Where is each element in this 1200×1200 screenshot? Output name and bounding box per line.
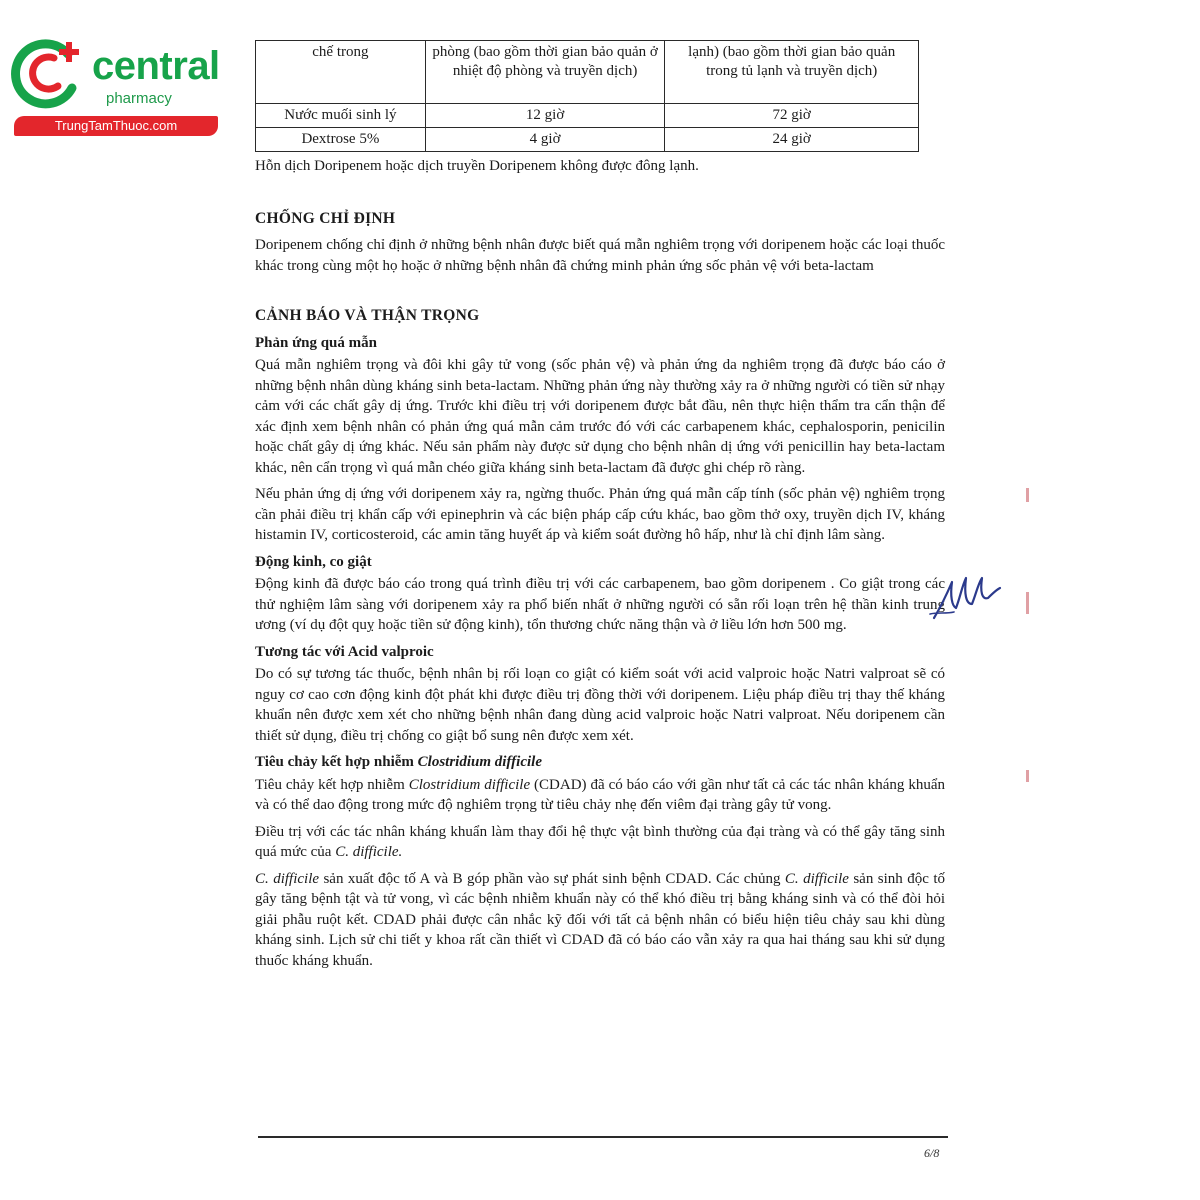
cdad-p2-organism: C. difficile.: [335, 844, 403, 860]
logo-subtitle: pharmacy: [106, 90, 172, 107]
table-cell: 24 giờ: [665, 128, 919, 152]
hypersensitivity-title: Phản ứng quá mẫn: [255, 334, 377, 351]
cdad-title: [255, 752, 945, 773]
cdad-paragraph-2: [255, 822, 945, 863]
footer-divider: [258, 1136, 948, 1138]
table-row: [256, 128, 919, 152]
cdad-p1-text-b: (CDAD) đã có báo cáo với gần như tất cả các tác nhân kháng khuẩn và có thể dao động trong mức độ nghiêm trọng từ tiêu chảy nhẹ đến viêm đại tràng gây tử vong.: [255, 776, 945, 813]
table-cell: Dextrose 5%: [256, 128, 426, 152]
table-cell: 72 giờ: [665, 104, 919, 128]
warnings-heading: CẢNH BÁO VÀ THẬN TRỌNG: [255, 307, 480, 324]
scan-edge-mark: [1026, 592, 1029, 614]
cdad-p2-text: Điều trị với các tác nhân kháng khuẩn làm thay đổi hệ thực vật bình thường của đại tràng và có thể gây tăng sinh quá mức của: [255, 823, 945, 860]
table-row: [256, 41, 919, 104]
document-page: [255, 40, 945, 977]
cdad-p3-organism-2: C. difficile: [784, 870, 849, 887]
table-cell: Nước muối sinh lý: [256, 104, 426, 128]
cdad-p1-text-a: Tiêu chảy kết hợp nhiễm: [255, 776, 409, 793]
contraindication-heading: CHỐNG CHỈ ĐỊNH: [255, 209, 396, 227]
table-cell: lạnh) (bao gồm thời gian bảo quản trong tủ lạnh và truyền dịch): [665, 41, 919, 104]
cdad-p3-organism-1: C. difficile: [255, 870, 320, 887]
freezing-note: Hỗn dịch Doripenem hoặc dịch truyền Doripenem không được đông lạnh.: [255, 158, 699, 174]
table-cell: 4 giờ: [425, 128, 665, 152]
cdad-title-text: Tiêu chảy kết hợp nhiễm: [255, 754, 418, 770]
logo-name: central: [92, 44, 220, 88]
table-cell: chế trong: [256, 41, 426, 104]
page-number: 6/8: [924, 1146, 940, 1160]
cdad-p3-text-a: sản xuất độc tố A và B góp phần vào sự phát sinh bệnh CDAD. Các chủng: [319, 870, 785, 887]
scan-edge-mark: [1026, 488, 1029, 502]
table-cell: phòng (bao gồm thời gian bảo quản ở nhiệt độ phòng và truyền dịch): [425, 41, 665, 104]
central-pharmacy-logo-icon: [10, 36, 88, 114]
cdad-p3-text-b: sản sinh độc tố gây tăng bệnh tật và tử vong, vì các bệnh nhiễm khuẩn này có thể khó điều trị bằng kháng sinh và có thể đòi hỏi giải phẫu ruột kết. CDAD phải được cân nhắc kỹ đối với tất cả bệnh nhân có biểu hiện tiêu chảy sau khi dùng kháng sinh. Lịch sử chi tiết y khoa rất cần thiết vì CDAD đã có báo cáo vẫn xảy ra qua hai tháng sau khi sử dụng thuốc kháng khuẩn.: [255, 870, 945, 969]
hypersensitivity-paragraph-1: Quá mẫn nghiêm trọng và đôi khi gây tử vong (sốc phản vệ) và phản ứng da nghiêm trọng đã được báo cáo ở những bệnh nhân dùng kháng sinh beta-lactam. Những phản ứng này thường xảy ra ở những người có tiền sử nhạy cảm với các chất gây dị ứng. Trước khi điều trị với doripenem được bắt đầu, nên thực hiện thẩm tra cẩn thận để xác định xem bệnh nhân có phản ứng quá mẫn cảm trước đó với các carbapenem khác, cephalosporin, penicilin hoặc chất gây dị ứng khác. Nếu sản phẩm này được sử dụng cho bệnh nhân dị ứng với penicillin hay beta-lactam khác, nên cẩn trọng vì quá mẫn chéo giữa kháng sinh beta-lactam đã được ghi chép rõ ràng.: [255, 357, 945, 476]
valproic-paragraph: Do có sự tương tác thuốc, bệnh nhân bị rối loạn co giật có kiểm soát với acid valproic hoặc Natri valproat sẽ có nguy cơ cao cơn động kinh đột phát khi được điều trị đồng thời với doripenem. Liệu pháp điều trị thay thế kháng khuẩn nên được xem xét cho những bệnh nhân đang dùng acid valproic hoặc Natri valproat. Nếu doripenem cần thiết sử dụng, điều trị chống co giật bổ sung nên được xem xét.: [255, 666, 945, 744]
signature-icon: [926, 568, 1006, 624]
table-row: [256, 104, 919, 128]
logo-url-banner: TrungTamThuoc.com: [14, 116, 218, 136]
scan-edge-mark: [1026, 770, 1029, 782]
pharmacy-logo: [10, 36, 220, 136]
table-cell: 12 giờ: [425, 104, 665, 128]
cdad-title-organism: Clostridium difficile: [417, 754, 542, 770]
cdad-p1-organism: Clostridium difficile: [408, 776, 531, 793]
hypersensitivity-paragraph-2: Nếu phản ứng dị ứng với doripenem xảy ra, ngừng thuốc. Phản ứng quá mẫn cấp tính (sốc phản vệ) nghiêm trọng cần phải điều trị khẩn cấp với epinephrin và các biện pháp cấp cứu khác, bao gồm thở oxy, truyền dịch IV, kháng histamin IV, corticosteroid, các amin tăng huyết áp và kiểm soát đường hô hấp, như là chỉ định lâm sàng.: [255, 486, 945, 543]
seizures-title: Động kinh, co giật: [255, 553, 372, 570]
cdad-paragraph-3: [255, 869, 945, 972]
seizures-paragraph: Động kinh đã được báo cáo trong quá trình điều trị với các carbapenem, bao gồm doripenem . Co giật trong các thử nghiệm lâm sàng với doripenem xảy ra phổ biến nhất ở những người có sẵn rối loạn trên hệ thần kinh trung ương (ví dụ đột quỵ hoặc tiền sử động kinh), tổn thương chức năng thận và ở liều lớn hơn 500 mg.: [255, 576, 945, 633]
contraindication-text: Doripenem chống chỉ định ở những bệnh nhân được biết quá mẫn nghiêm trọng với doripenem hoặc các loại thuốc khác trong cùng một họ hoặc ở những bệnh nhân đã chứng minh phản ứng sốc phản vệ với beta-lactam: [255, 237, 945, 274]
storage-table: [255, 40, 919, 152]
valproic-title: Tương tác với Acid valproic: [255, 643, 434, 660]
cdad-paragraph-1: [255, 775, 945, 816]
